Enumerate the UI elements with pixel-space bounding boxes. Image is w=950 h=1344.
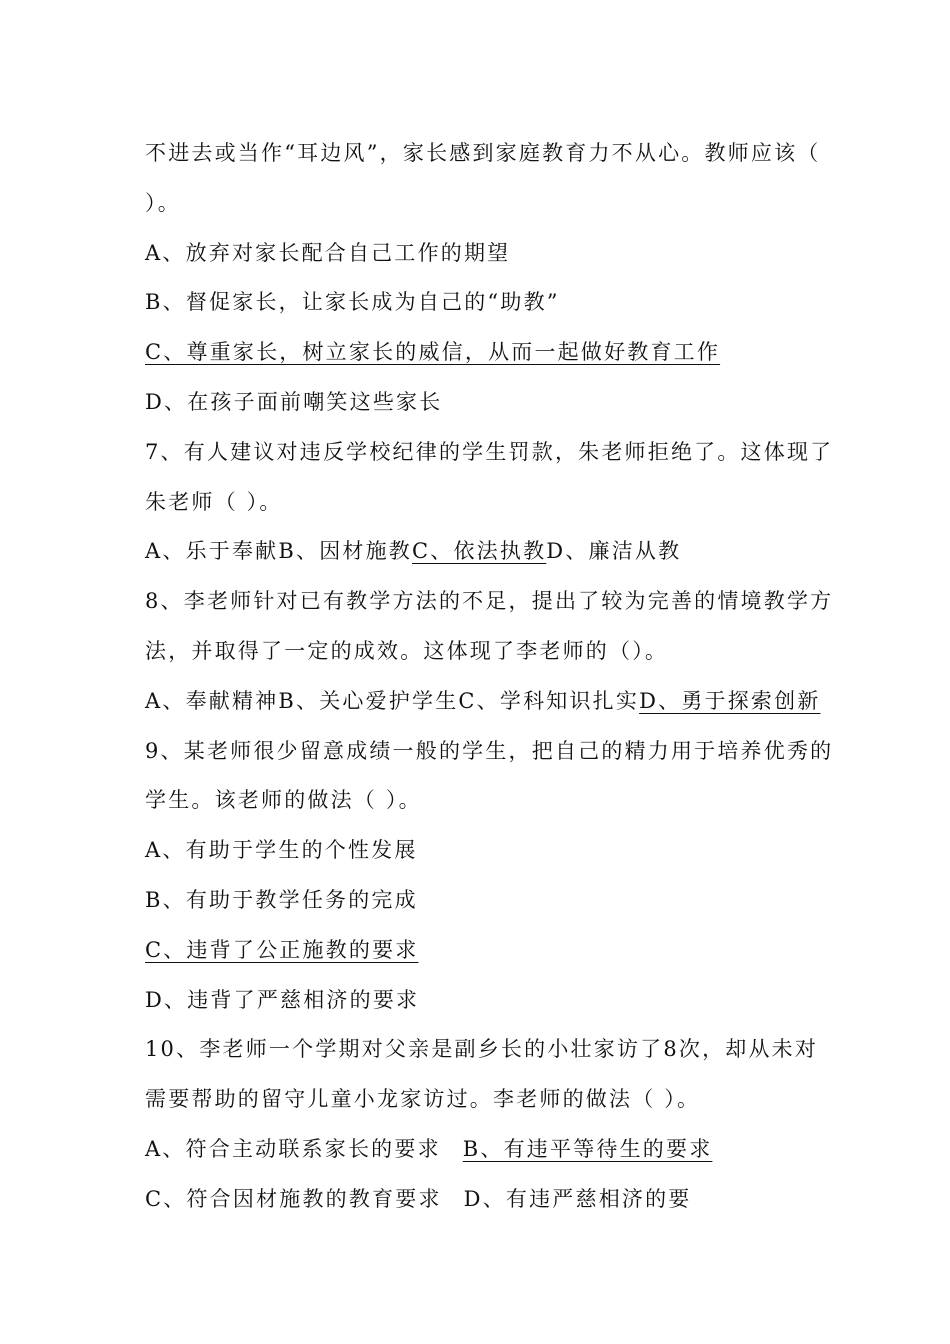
text-segment: 朱老师（ ）。 — [145, 489, 283, 514]
text-segment: B、有助于教学任务的完成 — [145, 888, 418, 912]
text-line — [145, 382, 890, 422]
text-line — [145, 282, 890, 322]
text-line — [145, 980, 890, 1020]
text-segment: B、督促家长，让家长成为自己的“助教” — [145, 290, 560, 315]
text-line — [145, 133, 890, 173]
text-segment: A、奉献精神B、关心爱护学生C、学科知识扎实 — [145, 688, 640, 713]
underlined-answer: D、勇于探索创新 — [639, 688, 821, 713]
text-line — [145, 233, 890, 273]
text-segment: 7、有人建议对违反学校纪律的学生罚款，朱老师拒绝了。这体现了 — [145, 439, 834, 464]
text-line — [145, 1179, 890, 1219]
text-line — [145, 681, 890, 721]
text-segment: 8、李老师针对已有教学方法的不足，提出了较为完善的情境教学方 — [145, 589, 834, 614]
underlined-answer: C、尊重家长，树立家长的威信，从而一起做好教育工作 — [145, 340, 721, 365]
text-line — [145, 531, 890, 571]
text-segment: A、有助于学生的个性发展 — [145, 838, 418, 863]
text-line — [145, 780, 890, 820]
text-segment: D、违背了严慈相济的要求 — [145, 987, 420, 1012]
text-segment: D、廉洁从教 — [546, 539, 682, 564]
text-segment: A、放弃对家长配合自己工作的期望 — [145, 240, 511, 265]
text-segment: D、在孩子面前嘲笑这些家长 — [145, 390, 443, 414]
text-line — [145, 1029, 890, 1069]
text-segment: A、乐于奉献B、因材施教 — [145, 539, 412, 564]
text-segment: ）。 — [145, 190, 181, 215]
text-line — [145, 1079, 890, 1119]
text-line — [145, 930, 890, 970]
text-line — [145, 581, 890, 621]
text-segment: 学生。该老师的做法（ ）。 — [145, 788, 422, 813]
text-segment: C、符合因材施教的教育要求 — [145, 1186, 442, 1211]
text-line — [145, 631, 890, 671]
underlined-answer: C、依法执教 — [412, 539, 547, 564]
text-line — [145, 880, 890, 920]
text-segment: 不进去或当作“耳边风”，家长感到家庭教育力不从心。教师应该（ — [145, 141, 821, 165]
text-segment: D、有违严慈相济的要 — [463, 1186, 692, 1211]
text-line — [145, 332, 890, 372]
text-line — [145, 1129, 890, 1169]
text-segment: 9、某老师很少留意成绩一般的学生，把自己的精力用于培养优秀的 — [145, 738, 834, 763]
text-segment: 法，并取得了一定的成效。这体现了李老师的（）。 — [145, 639, 669, 663]
text-line — [145, 830, 890, 870]
text-segment: A、符合主动联系家长的要求 — [145, 1137, 441, 1161]
text-line — [145, 482, 890, 522]
text-segment: 10、李老师一个学期对父亲是副乡长的小壮家访了8次，却从未对 — [145, 1037, 819, 1062]
text-segment: 需要帮助的留守儿童小龙家访过。李老师的做法（ ）。 — [145, 1087, 701, 1112]
text-line — [145, 183, 890, 223]
text-line — [145, 731, 890, 771]
underlined-answer: C、违背了公正施教的要求 — [145, 937, 419, 962]
text-line — [145, 432, 890, 472]
underlined-answer: B、有违平等待生的要求 — [462, 1137, 713, 1161]
